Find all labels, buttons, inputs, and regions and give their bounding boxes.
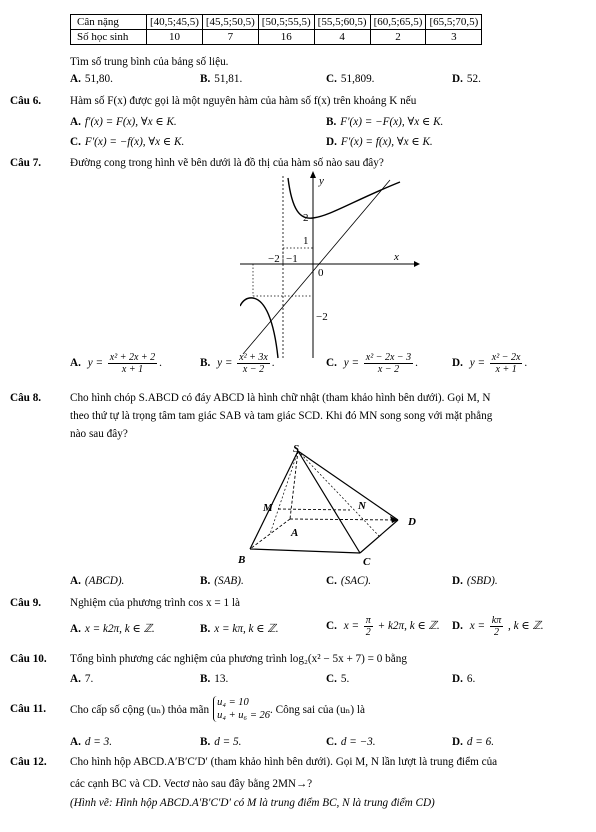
table-row — [71, 30, 482, 45]
q8-option-a[interactable]: A. (ABCD). — [70, 575, 125, 587]
q5-option-c[interactable]: C. 51,809. — [326, 73, 375, 85]
edge-BC — [250, 549, 360, 553]
q10-option-d[interactable]: D. 6. — [452, 673, 476, 685]
q5-text: Tìm số trung bình của bảng số liệu. — [70, 56, 229, 68]
table-row — [71, 15, 482, 30]
y-axis-arrow-icon — [310, 171, 316, 178]
table-cell: 7 — [202, 30, 258, 45]
q5-option-d[interactable]: D. 52. — [452, 73, 481, 85]
q11-option-d[interactable]: D. d = 6. — [452, 736, 495, 748]
fraction: $\frac{k\pi}{2}$ — [491, 615, 502, 638]
q9-option-d[interactable]: D. x = $\frac{k\pi}{2}$ , k ∈ ℤ. — [452, 615, 544, 638]
tick-label: 2 — [303, 212, 309, 224]
q9-option-b[interactable]: B. x = kπ, k ∈ ℤ. — [200, 623, 279, 635]
table-cell: [60,5;65,5) — [370, 15, 426, 30]
q9-option-a[interactable]: A. x = k2π, k ∈ ℤ. — [70, 623, 155, 635]
q7-option-b[interactable]: B. y = $\frac{\text{x² + 3x}}{x - 2}$ . — [200, 352, 275, 375]
q8-option-d[interactable]: D. (SBD). — [452, 575, 498, 587]
table-cell: 16 — [258, 30, 314, 45]
table-cell: [40,5;45,5) — [147, 15, 203, 30]
q8-line3: nào sau đây? — [70, 428, 128, 440]
q5-option-b[interactable]: B. 51,81. — [200, 73, 243, 85]
frequency-table — [70, 14, 482, 45]
q11-label: Câu 11. — [10, 703, 47, 715]
q7-option-a[interactable]: A. y = $\frac{\text{x² + 2x + 2}}{x + 1}$ . — [70, 352, 162, 375]
q8-option-c[interactable]: C. (SAC). — [326, 575, 372, 587]
system-brace: u₄ = 10 u₄ + u₆ = 26 — [213, 696, 270, 722]
q10-option-c[interactable]: C. 5. — [326, 673, 350, 685]
edge-AD — [290, 519, 398, 520]
fraction: $\frac{\pi}{2}$ — [365, 615, 371, 638]
fraction: $\frac{\text{x² + 3x}}{x - 2}$ — [239, 352, 268, 375]
table-cell: [55,5;60,5) — [314, 15, 370, 30]
q12-line1: Cho hình hộp ABCD.A′B′C′D′ (tham khảo hình bên dưới). Gọi M, N lần lượt là trung điểm của — [70, 756, 498, 768]
q7-option-c[interactable]: C. y = $\frac{\text{x² − 2x − 3}}{x - 2}$ . — [326, 352, 418, 375]
table-header-students: Số học sinh — [71, 30, 147, 45]
table-cell: [50,5;55,5) — [258, 15, 314, 30]
q9-label: Câu 9. — [10, 597, 42, 609]
q9-text: Nghiệm của phương trình cos x = 1 là — [70, 597, 240, 609]
table-cell: 3 — [426, 30, 482, 45]
q6-option-d[interactable]: D. F′(x) = f(x), ∀x ∈ K. — [326, 136, 433, 148]
tick-label: 0 — [318, 267, 324, 279]
tick-label: −2 — [316, 311, 328, 323]
x-axis-label: x — [394, 251, 399, 263]
edge-CD — [360, 520, 398, 553]
median-line — [270, 451, 298, 534]
q11-text: Cho cấp số cộng (uₙ) thỏa mãn u₄ = 10 u₄ + u₆ = 26 . Công sai của (uₙ) là — [70, 697, 365, 721]
fraction: $\frac{\text{x² − 2x − 3}}{x - 2}$ — [365, 352, 412, 375]
vertex-label-S: S — [293, 443, 300, 455]
function-graph — [240, 170, 420, 360]
q10-label: Câu 10. — [10, 653, 47, 665]
q8-label: Câu 8. — [10, 392, 42, 404]
q10-option-b[interactable]: B. 13. — [200, 673, 229, 685]
x-axis-arrow-icon — [414, 261, 420, 267]
q6-option-b[interactable]: B. F′(x) = −F(x), ∀x ∈ K. — [326, 116, 444, 128]
edge-SC — [298, 451, 360, 553]
q11-option-b[interactable]: B. d = 5. — [200, 736, 242, 748]
q10-text: Tổng bình phương các nghiệm của phương trình log₂(x² − 5x + 7) = 0 bằng — [70, 653, 407, 665]
table-cell: 4 — [314, 30, 370, 45]
curve-left-branch — [240, 298, 278, 358]
segment-MN — [278, 509, 350, 510]
fraction: $\frac{\text{x² + 2x + 2}}{x + 1}$ — [109, 352, 156, 375]
q7-label: Câu 7. — [10, 157, 42, 169]
q8-option-b[interactable]: B. (SAB). — [200, 575, 244, 587]
table-cell: [45,5;50,5) — [202, 15, 258, 30]
q6-label: Câu 6. — [10, 95, 42, 107]
q12-label: Câu 12. — [10, 756, 47, 768]
q5-option-a[interactable]: A. 51,80. — [70, 73, 113, 85]
y-axis-label: y — [319, 175, 324, 187]
tick-label: −2 — [268, 253, 280, 265]
q6-option-a[interactable]: A. f′(x) = F(x), ∀x ∈ K. — [70, 116, 177, 128]
point-label-M: M — [263, 502, 273, 514]
oblique-asymptote — [243, 180, 390, 354]
tick-label: −1 — [286, 253, 298, 265]
pyramid-figure — [230, 443, 425, 568]
tick-label: 1 — [303, 235, 309, 247]
fraction: $\frac{\text{x² − 2x}}{x + 1}$ — [491, 352, 521, 375]
q6-option-c[interactable]: C. F′(x) = −f(x), ∀x ∈ K. — [70, 136, 185, 148]
q11-option-a[interactable]: A. d = 3. — [70, 736, 113, 748]
q7-text: Đường cong trong hình vẽ bên dưới là đồ thị của hàm số nào sau đây? — [70, 157, 384, 169]
q8-line1: Cho hình chóp S.ABCD có đáy ABCD là hình chữ nhật (tham khảo hình bên dưới). Gọi M, N — [70, 392, 491, 404]
q6-text: Hàm số F(x) được gọi là một nguyên hàm của hàm số f(x) trên khoảng K nếu — [70, 95, 417, 107]
vertex-label-C: C — [363, 556, 371, 568]
vertex-label-B: B — [238, 554, 246, 566]
vertex-label-D: D — [408, 516, 416, 528]
q10-option-a[interactable]: A. 7. — [70, 673, 94, 685]
median-line — [298, 451, 379, 536]
vertex-label-A: A — [291, 527, 299, 539]
q8-line2: theo thứ tự là trọng tâm tam giác SAB và tam giác SCD. Khi đó MN song song với mặt phẳng — [70, 410, 493, 422]
table-cell: 10 — [147, 30, 203, 45]
point-label-N: N — [358, 500, 366, 512]
q9-option-c[interactable]: C. x = $\frac{\pi}{2}$ + k2π, k ∈ ℤ. — [326, 615, 440, 638]
q7-option-d[interactable]: D. y = $\frac{\text{x² − 2x}}{x + 1}$ . — [452, 352, 528, 375]
q11-option-c[interactable]: C. d = −3. — [326, 736, 376, 748]
table-cell: 2 — [370, 30, 426, 45]
table-cell: [65,5;70,5) — [426, 15, 482, 30]
table-header-weight: Cân nặng — [71, 15, 147, 30]
q12-line2: các cạnh BC và CD. Vectơ nào sau đây bằng 2MN→? — [70, 778, 313, 790]
q12-line3: (Hình vẽ: Hình hộp ABCD.A′B′C′D′ có M là trung điểm BC, N là trung điểm CD) — [70, 797, 435, 809]
